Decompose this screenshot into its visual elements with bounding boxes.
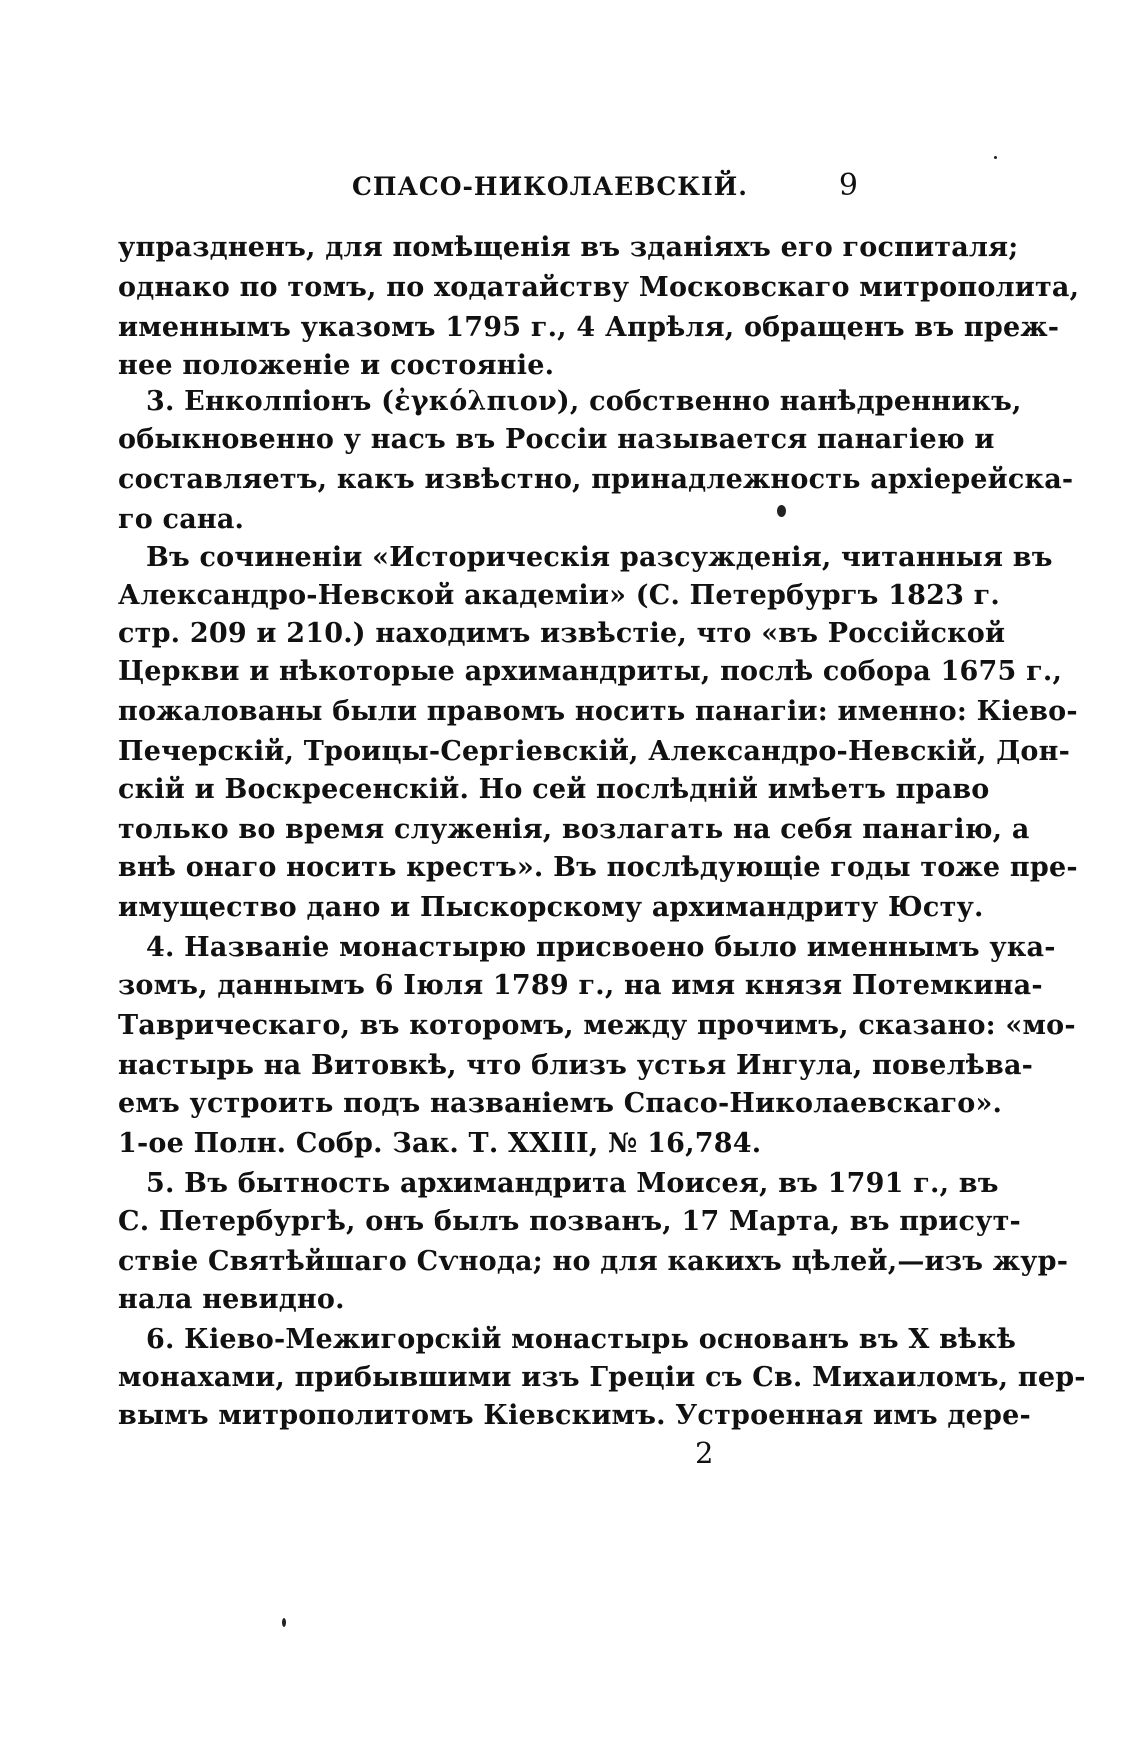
running-head [118, 168, 858, 208]
text-line: Церкви и нѣкоторые архимандриты, послѣ собора 1675 г., [118, 656, 1063, 687]
text-line: 6. Кіево-Межигорскій монастырь основанъ въ X вѣкѣ [146, 1324, 1017, 1355]
running-title: СПАСО-НИКОЛАЕВСКІЙ. [352, 172, 748, 201]
page-number: 9 [838, 168, 858, 203]
text-line: С. Петербургѣ, онъ былъ позванъ, 17 Марта, въ присут- [118, 1206, 1021, 1237]
text-line: пожалованы были правомъ носить панагіи: именно: Кіево- [118, 696, 1078, 727]
ink-speck [777, 505, 786, 517]
ink-speck [994, 156, 997, 159]
text-line: настырь на Витовкѣ, что близъ устья Ингула, повелѣва- [118, 1050, 1034, 1081]
text-line: монахами, прибывшими изъ Греціи съ Св. Михаиломъ, пер- [118, 1362, 1086, 1393]
text-line: только во время служенія, возлагать на себя панагію, а [118, 814, 1030, 845]
text-line: 4. Названіе монастырю присвоено было именнымъ ука- [146, 932, 1056, 963]
printer-signature-mark: 2 [695, 1436, 714, 1470]
text-line: имущество дано и Пыскорскому архимандриту Юсту. [118, 892, 984, 923]
text-line: 1-ое Полн. Собр. Зак. Т. XXIII, № 16,784. [118, 1128, 762, 1159]
text-line: внѣ онаго носить крестъ». Въ послѣдующіе годы тоже пре- [118, 852, 1078, 883]
text-line: скій и Воскресенскій. Но сей послѣдній имѣетъ право [118, 774, 990, 805]
text-line: зомъ, даннымъ 6 Іюля 1789 г., на имя князя Потемкина- [118, 970, 1043, 1001]
text-line: 3. Енколпіонъ (ἐγκόλπιον), собственно нанѣдренникъ, [146, 386, 1022, 417]
text-line: 5. Въ бытность архимандрита Моисея, въ 1791 г., въ [146, 1168, 999, 1199]
text-line: составляетъ, какъ извѣстно, принадлежность архіерейска- [118, 464, 1074, 495]
text-line: Печерскій, Троицы-Сергіевскій, Александро-Невскій, Дон- [118, 736, 1070, 767]
text-line: Александро-Невской академіи» (С. Петербургъ 1823 г. [118, 580, 1001, 611]
text-line: упраздненъ, для помѣщенія въ зданіяхъ его госпиталя; [118, 232, 1019, 263]
text-line: именнымъ указомъ 1795 г., 4 Апрѣля, обращенъ въ преж- [118, 312, 1060, 343]
text-line: нее положеніе и состояніе. [118, 350, 555, 381]
text-line: Таврическаго, въ которомъ, между прочимъ, сказано: «мо- [118, 1010, 1076, 1041]
text-line: нала невидно. [118, 1284, 345, 1315]
text-line: го сана. [118, 504, 245, 535]
text-line: ствіе Святѣйшаго Сѵнода; но для какихъ цѣлей,—изъ жур- [118, 1246, 1069, 1277]
text-line: стр. 209 и 210.) находимъ извѣстіе, что «въ Россійской [118, 618, 1006, 649]
text-line: однако по томъ, по ходатайству Московскаго митрополита, [118, 272, 1080, 303]
text-line: вымъ митрополитомъ Кіевскимъ. Устроенная имъ дере- [118, 1400, 1031, 1431]
ink-speck [282, 1618, 286, 1627]
text-line: обыкновенно у насъ въ Россіи называется панагіею и [118, 424, 995, 455]
text-line: Въ сочиненіи «Историческія разсужденія, читанныя въ [146, 542, 1053, 573]
text-line: емъ устроить подъ названіемъ Спасо-Николаевскаго». [118, 1088, 1003, 1119]
